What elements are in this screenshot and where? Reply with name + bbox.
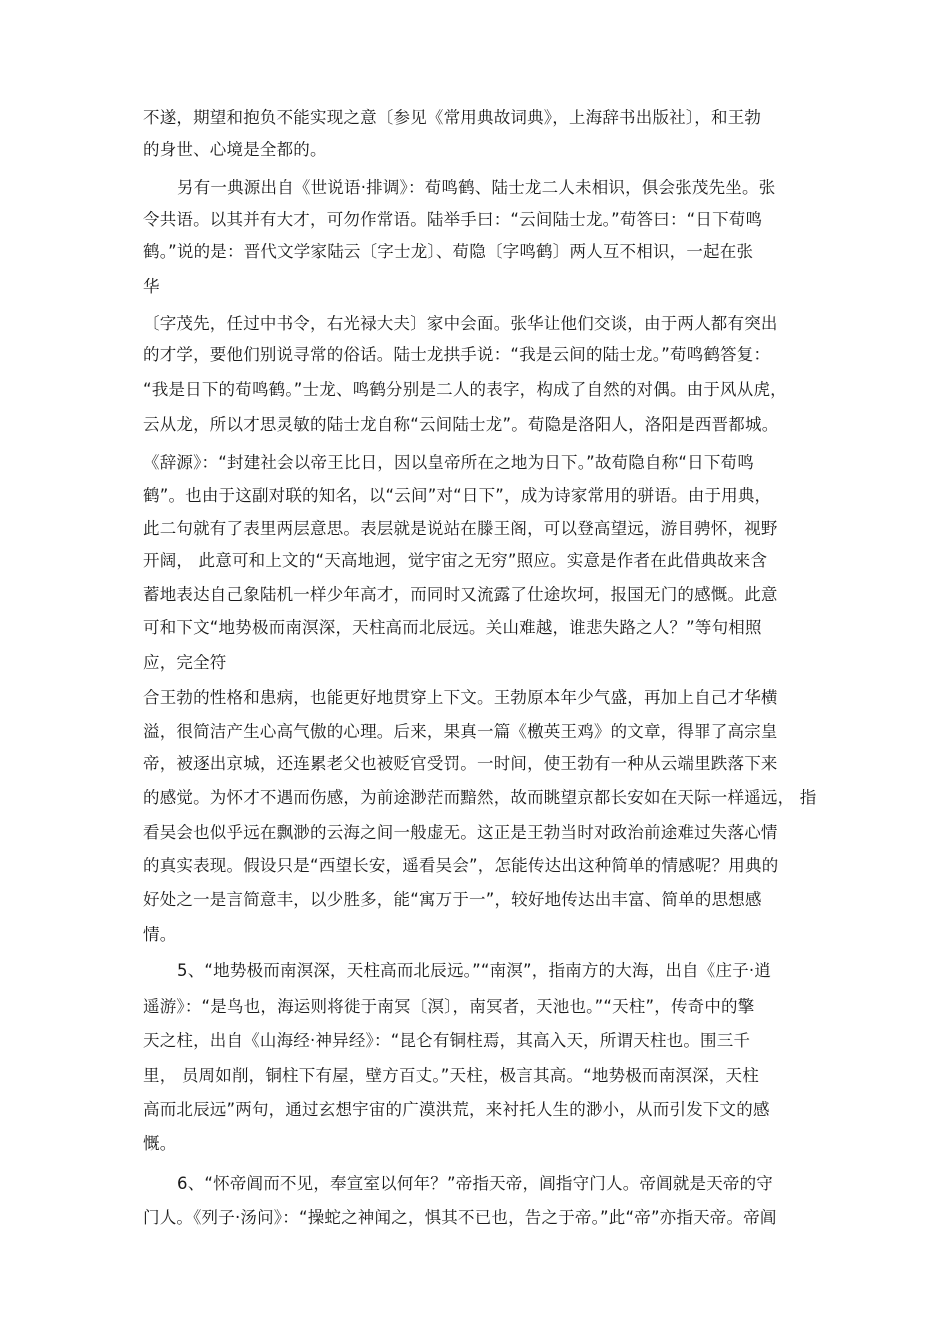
text-line: 帝，被逐出京城，还连累老父也被贬官受罚。一时间，使王勃有一种从云端里跌落下来 [143,754,778,773]
text-line: 此二句就有了表里两层意思。表层就是说站在滕王阁，可以登高望远，游目骋怀，视野 [143,519,778,538]
text-line: 天之柱，出自《山海经·神异经》：“昆仑有铜柱焉，其高入天，所谓天柱也。围三千 [143,1031,751,1050]
text-line: 蓄地表达自己象陆机一样少年高才，而同时又流露了仕途坎坷，报国无门的感慨。此意 [143,585,778,604]
text-line: 鹤”。也由于这副对联的知名，以“云间”对“日下”，成为诗家常用的骈语。由于用典， [143,486,772,505]
text-line: 情。 [143,925,177,944]
text-line: 的感觉。为怀才不遇而伤感，为前途渺茫而黯然，故而眺望京都长安如在天际一样遥远， 指 [143,788,817,807]
text-line: 好处之一是言简意丰，以少胜多，能“寓万于一”，较好地传达出丰富、简单的思想感 [143,890,762,909]
text-line: 门人。《列子·汤问》：“操蛇之神闻之，惧其不已也，告之于帝。”此“帝”亦指天帝。帝阊 [143,1208,777,1227]
text-line: “我是日下的荀鸣鹤。”士龙、鸣鹤分别是二人的表字，构成了自然的对偶。由于风从虎， [143,380,787,399]
text-line: 开阔， 此意可和上文的“天高地迥，觉宇宙之无穷”照应。实意是作者在此借典故来含 [143,551,768,570]
text-line: 慨。 [143,1134,177,1153]
text-line: 华 [143,277,160,296]
text-line: 可和下文“地势极而南溟深，天柱高而北辰远。关山难越，谁悲失路之人？”等句相照 [143,618,762,637]
text-line: 里， 员周如削，铜柱下有屋，壁方百丈。”天柱，极言其高。“地势极而南溟深，天柱 [143,1066,759,1085]
text-line: 的真实表现。假设只是“西望长安，遥看吴会”，怎能传达出这种简单的情感呢？用典的 [143,856,779,875]
text-line: 〔字茂先，任过中书令，右光禄大夫〕家中会面。张华让他们交谈，由于两人都有突出 [143,314,778,333]
text-line: 遥游》：“是鸟也，海运则将徙于南冥〔溟〕，南冥者，天池也。”“天柱”，传奇中的擎 [143,997,755,1016]
text-line: 看吴会也似乎远在飘渺的云海之间一般虚无。这正是王勃当时对政治前途难过失落心情 [143,823,778,842]
text-line: 的身世、心境是全都的。 [143,140,327,159]
text-line: 《辞源》：“封建社会以帝王比日，因以皇帝所在之地为日下。”故荀隐自称“日下荀鸣 [143,453,754,472]
paragraph-start-line: 另有一典源出自《世说语·排调》：荀鸣鹤、陆士龙二人未相识，俱会张茂先坐。张 [177,178,776,197]
text-line: 令共语。以其并有大才，可勿作常语。陆举手曰：“云间陆士龙。”荀答曰：“日下荀鸣 [143,210,763,229]
text-line: 云从龙，所以才思灵敏的陆士龙自称“云间陆士龙”。荀隐是洛阳人，洛阳是西晋都城。 [143,415,779,434]
paragraph-start-line: 5、“地势极而南溟深，天柱高而北辰远。”“南溟”，指南方的大海，出自《庄子·逍 [177,961,771,980]
text-line: 鹤。”说的是：晋代文学家陆云〔字士龙〕、荀隐〔字鸣鹤〕两人互不相识，一起在张 [143,242,754,261]
text-line: 高而北辰远”两句，通过玄想宇宙的广漠洪荒，来衬托人生的渺小，从而引发下文的感 [143,1100,770,1119]
text-line: 不遂，期望和抱负不能实现之意〔参见《常用典故词典》，上海辞书出版社〕，和王勃 [143,108,762,127]
text-line: 合王勃的性格和患病，也能更好地贯穿上下文。王勃原本年少气盛，再加上自己才华横 [143,688,778,707]
text-line: 的才学，要他们别说寻常的俗话。陆士龙拱手说：“我是云间的陆士龙。”荀鸣鹤答复： [143,345,771,364]
text-line: 应，完全符 [143,653,227,672]
paragraph-start-line: 6、“怀帝阊而不见，奉宣室以何年？”帝指天帝，阊指守门人。帝阊就是天帝的守 [177,1174,773,1193]
text-line: 溢，很简洁产生心高气傲的心理。后来，果真一篇《檄英王鸡》的文章，得罪了高宗皇 [143,722,778,741]
